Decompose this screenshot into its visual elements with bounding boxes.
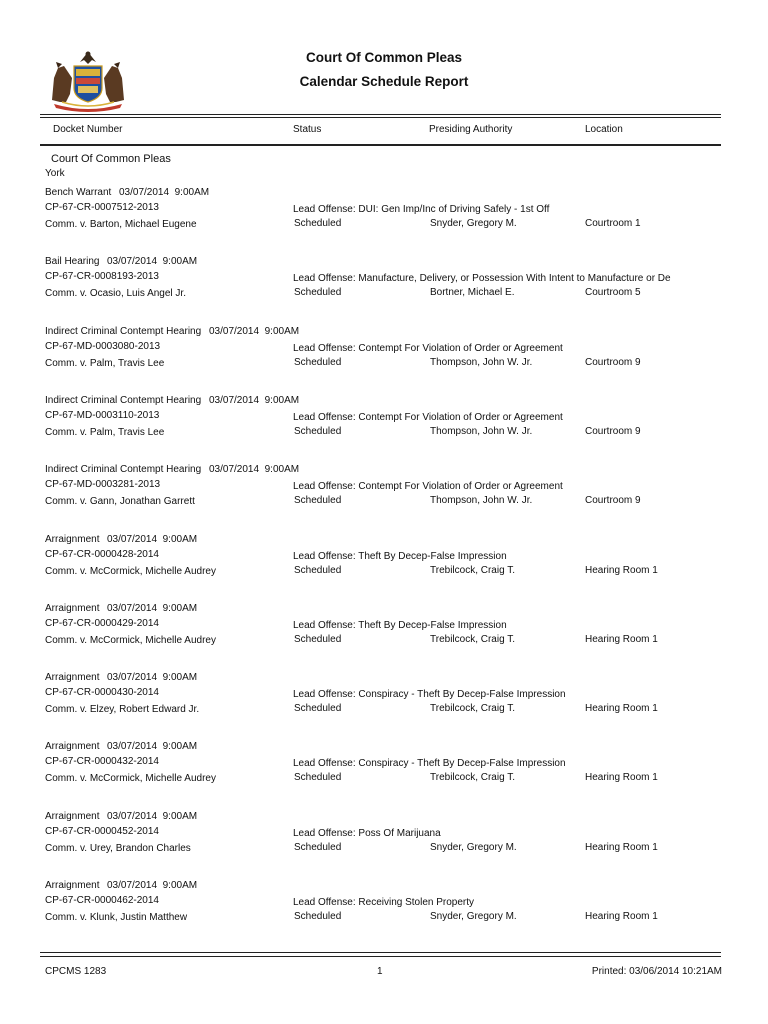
court-name: Court Of Common Pleas	[51, 153, 171, 165]
column-header-status: Status	[293, 124, 322, 135]
docket-number: CP-67-MD-0003080-2013	[45, 341, 161, 352]
column-header-docket: Docket Number	[53, 124, 123, 135]
case-caption: Comm. v. Barton, Michael Eugene	[45, 219, 197, 230]
presiding-judge: Snyder, Gregory M.	[430, 218, 517, 229]
event-datetime: 03/07/2014 9:00AM	[209, 395, 300, 406]
hearing-location: Hearing Room 1	[585, 772, 658, 783]
event-type: Indirect Criminal Contempt Hearing	[45, 464, 202, 475]
lead-offense: Lead Offense: Conspiracy - Theft By Decep-False Impression	[293, 689, 566, 700]
event-type: Indirect Criminal Contempt Hearing	[45, 326, 202, 337]
case-status: Scheduled	[294, 357, 342, 368]
case-status: Scheduled	[294, 287, 342, 298]
calendar-entry	[0, 672, 768, 732]
lead-offense: Lead Offense: Conspiracy - Theft By Decep-False Impression	[293, 758, 566, 769]
event-type: Arraignment	[45, 741, 100, 752]
report-title: Court Of Common Pleas	[305, 50, 462, 65]
case-status: Scheduled	[294, 495, 342, 506]
presiding-judge: Thompson, John W. Jr.	[430, 426, 533, 437]
hearing-location: Hearing Room 1	[585, 565, 658, 576]
calendar-entry	[0, 256, 768, 316]
case-caption: Comm. v. Gann, Jonathan Garrett	[45, 496, 195, 507]
case-status: Scheduled	[294, 565, 342, 576]
hearing-location: Courtroom 9	[585, 495, 641, 506]
docket-number: CP-67-CR-0000452-2014	[45, 826, 159, 837]
docket-number: CP-67-CR-0000432-2014	[45, 756, 159, 767]
lead-offense: Lead Offense: Contempt For Violation of Order or Agreement	[293, 481, 563, 492]
case-status: Scheduled	[294, 218, 342, 229]
case-status: Scheduled	[294, 772, 342, 783]
printed-timestamp: Printed: 03/06/2014 10:21AM	[591, 966, 722, 977]
event-type: Arraignment	[45, 603, 100, 614]
hearing-location: Courtroom 1	[585, 218, 641, 229]
event-datetime: 03/07/2014 9:00AM	[119, 187, 210, 198]
lead-offense: Lead Offense: Theft By Decep-False Impression	[293, 551, 507, 562]
case-caption: Comm. v. Urey, Brandon Charles	[45, 843, 191, 854]
report-subtitle: Calendar Schedule Report	[299, 74, 469, 89]
event-type: Bench Warrant	[45, 187, 112, 198]
event-datetime: 03/07/2014 9:00AM	[107, 256, 198, 267]
event-datetime: 03/07/2014 9:00AM	[209, 464, 300, 475]
docket-number: CP-67-CR-0000430-2014	[45, 687, 159, 698]
lead-offense: Lead Offense: Contempt For Violation of Order or Agreement	[293, 412, 563, 423]
calendar-entry	[0, 811, 768, 871]
column-header-authority: Presiding Authority	[429, 124, 513, 135]
case-status: Scheduled	[294, 911, 342, 922]
hearing-location: Hearing Room 1	[585, 634, 658, 645]
event-datetime: 03/07/2014 9:00AM	[107, 741, 198, 752]
docket-number: CP-67-CR-0007512-2013	[45, 202, 159, 213]
calendar-entry	[0, 880, 768, 940]
docket-number: CP-67-CR-0000429-2014	[45, 618, 159, 629]
event-type: Arraignment	[45, 811, 100, 822]
docket-number: CP-67-CR-0008193-2013	[45, 271, 159, 282]
presiding-judge: Thompson, John W. Jr.	[430, 357, 533, 368]
event-datetime: 03/07/2014 9:00AM	[107, 672, 198, 683]
hearing-location: Courtroom 9	[585, 426, 641, 437]
column-header-rule	[40, 144, 721, 146]
case-caption: Comm. v. Klunk, Justin Matthew	[45, 912, 188, 923]
footer-rule	[40, 952, 721, 953]
docket-number: CP-67-MD-0003110-2013	[45, 410, 160, 421]
calendar-entry	[0, 187, 768, 247]
presiding-judge: Thompson, John W. Jr.	[430, 495, 533, 506]
case-status: Scheduled	[294, 842, 342, 853]
case-caption: Comm. v. McCormick, Michelle Audrey	[45, 773, 216, 784]
case-status: Scheduled	[294, 634, 342, 645]
case-caption: Comm. v. Palm, Travis Lee	[45, 358, 165, 369]
docket-number: CP-67-CR-0000462-2014	[45, 895, 159, 906]
hearing-location: Hearing Room 1	[585, 911, 658, 922]
calendar-entry	[0, 534, 768, 594]
case-caption: Comm. v. Elzey, Robert Edward Jr.	[45, 704, 200, 715]
lead-offense: Lead Offense: Receiving Stolen Property	[293, 897, 475, 908]
calendar-entry	[0, 741, 768, 801]
calendar-entry	[0, 326, 768, 386]
header-rule-top	[40, 114, 721, 115]
footer-rule-double	[40, 956, 721, 957]
case-status: Scheduled	[294, 703, 342, 714]
event-type: Arraignment	[45, 880, 100, 891]
lead-offense: Lead Offense: Contempt For Violation of Order or Agreement	[293, 343, 563, 354]
case-caption: Comm. v. McCormick, Michelle Audrey	[45, 635, 216, 646]
hearing-location: Hearing Room 1	[585, 703, 658, 714]
calendar-entry	[0, 395, 768, 455]
event-datetime: 03/07/2014 9:00AM	[107, 880, 198, 891]
presiding-judge: Trebilcock, Craig T.	[430, 634, 516, 645]
case-status: Scheduled	[294, 426, 342, 437]
event-datetime: 03/07/2014 9:00AM	[107, 534, 198, 545]
event-type: Bail Hearing	[45, 256, 100, 267]
calendar-entry	[0, 603, 768, 663]
presiding-judge: Trebilcock, Craig T.	[430, 703, 516, 714]
case-caption: Comm. v. Palm, Travis Lee	[45, 427, 165, 438]
page-number: 1	[377, 966, 383, 977]
presiding-judge: Snyder, Gregory M.	[430, 911, 517, 922]
presiding-judge: Snyder, Gregory M.	[430, 842, 517, 853]
lead-offense: Lead Offense: Poss Of Marijuana	[293, 828, 441, 839]
column-header-location: Location	[585, 124, 623, 135]
calendar-entry	[0, 464, 768, 524]
case-caption: Comm. v. McCormick, Michelle Audrey	[45, 566, 216, 577]
event-type: Indirect Criminal Contempt Hearing	[45, 395, 202, 406]
presiding-judge: Trebilcock, Craig T.	[430, 565, 516, 576]
event-type: Arraignment	[45, 534, 100, 545]
docket-number: CP-67-CR-0000428-2014	[45, 549, 159, 560]
header-rule-top-double	[40, 117, 721, 118]
event-datetime: 03/07/2014 9:00AM	[209, 326, 300, 337]
lead-offense: Lead Offense: Theft By Decep-False Impression	[293, 620, 507, 631]
lead-offense: Lead Offense: DUI: Gen Imp/Inc of Driving Safely - 1st Off	[293, 204, 550, 215]
event-type: Arraignment	[45, 672, 100, 683]
hearing-location: Hearing Room 1	[585, 842, 658, 853]
county-name: York	[45, 168, 65, 179]
docket-number: CP-67-MD-0003281-2013	[45, 479, 161, 490]
form-id: CPCMS 1283	[45, 966, 107, 977]
hearing-location: Courtroom 9	[585, 357, 641, 368]
presiding-judge: Bortner, Michael E.	[430, 287, 515, 298]
case-caption: Comm. v. Ocasio, Luis Angel Jr.	[45, 288, 186, 299]
hearing-location: Courtroom 5	[585, 287, 641, 298]
event-datetime: 03/07/2014 9:00AM	[107, 603, 198, 614]
event-datetime: 03/07/2014 9:00AM	[107, 811, 198, 822]
presiding-judge: Trebilcock, Craig T.	[430, 772, 516, 783]
lead-offense: Lead Offense: Manufacture, Delivery, or Possession With Intent to Manufacture or De	[293, 273, 671, 284]
